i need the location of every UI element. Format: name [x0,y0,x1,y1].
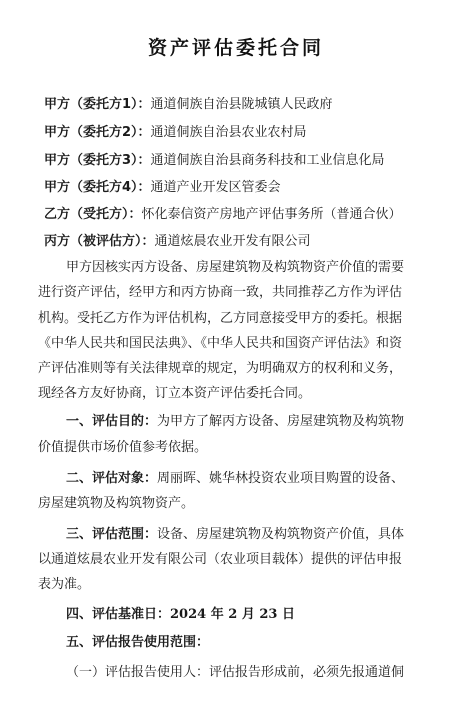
party-c [44,230,311,249]
party-a3 [44,149,385,168]
party-label: 甲方（委托方4）： [44,180,151,195]
intro-line: 《中华人民共和国民法典》、《中华人民共和国资产评估法》和资 [38,335,403,351]
section-2-cont: 房屋建筑物及构筑物资产。 [38,496,195,511]
party-value: 通道炫晨农业开发有限公司 [154,234,311,249]
section-label: 二、评估对象： [66,471,158,486]
section-2: 二、评估对象：周丽晖、姚华林投资农业项目购置的设备、 [66,471,405,486]
section-1: 一、评估目的：为甲方了解丙方设备、房屋建筑物及构筑物 [66,414,405,429]
contract-title: 资产评估委托合同 [147,37,324,59]
party-a1 [44,93,333,112]
party-value: 通道侗族自治县陇城镇人民政府 [150,97,333,112]
party-value: 通道产业开发区管委会 [150,180,281,195]
party-label: 甲方（委托方2）： [44,125,151,140]
section-3-cont: 以通道炫晨农业开发有限公司（农业项目载体）提供的评估申报 [38,552,403,567]
section-3: 三、评估范围：设备、房屋建筑物及构筑物资产价值，具体 [66,527,405,542]
intro-paragraph [38,255,442,407]
party-value: 怀化泰信资产房地产评估事务所（普通合伙） [141,207,402,222]
section-label: 五、评估报告使用范围： [66,635,210,650]
party-b [44,203,402,222]
section-5-1: （一）评估报告使用人：评估报告形成前，必须先报通道侗 [66,665,405,680]
section-5 [38,631,442,650]
section-label: 一、评估目的： [66,414,158,429]
party-value: 通道侗族自治县农业农村局 [150,125,307,140]
section-label: 三、评估范围： [66,527,158,542]
intro-line: 现经各方友好协商，订立本资产评估委托合同。 [38,386,312,402]
section-label: 四、评估基准日： [66,607,171,622]
party-a4 [44,176,281,195]
party-label: 丙方（被评估方）： [44,234,155,249]
section-3-cont: 表为准。 [38,577,91,592]
party-label: 乙方（受托方）： [44,207,142,222]
intro-line: 机构。受托乙方作为评估机构，乙方同意接受甲方的委托。根据 [38,310,403,326]
intro-line: 进行资产评估，经甲方和丙方协商一致，共同推荐乙方作为评估 [38,285,403,301]
party-label: 甲方（委托方1）： [44,97,151,112]
intro-line: 甲方因核实丙方设备、房屋建筑物及构筑物资产价值的需要 [66,260,405,275]
party-label: 甲方（委托方3）： [44,153,151,168]
section-1-cont: 价值提供市场价值参考依据。 [38,440,208,455]
intro-line: 产评估准则等有关法律规章的规定，为明确双方的权利和义务， [38,361,403,377]
party-value: 通道侗族自治县商务科技和工业信息化局 [150,153,385,168]
section-4: 四、评估基准日：2024 年 2 月 23 日 [66,607,295,622]
party-a2 [44,121,307,140]
